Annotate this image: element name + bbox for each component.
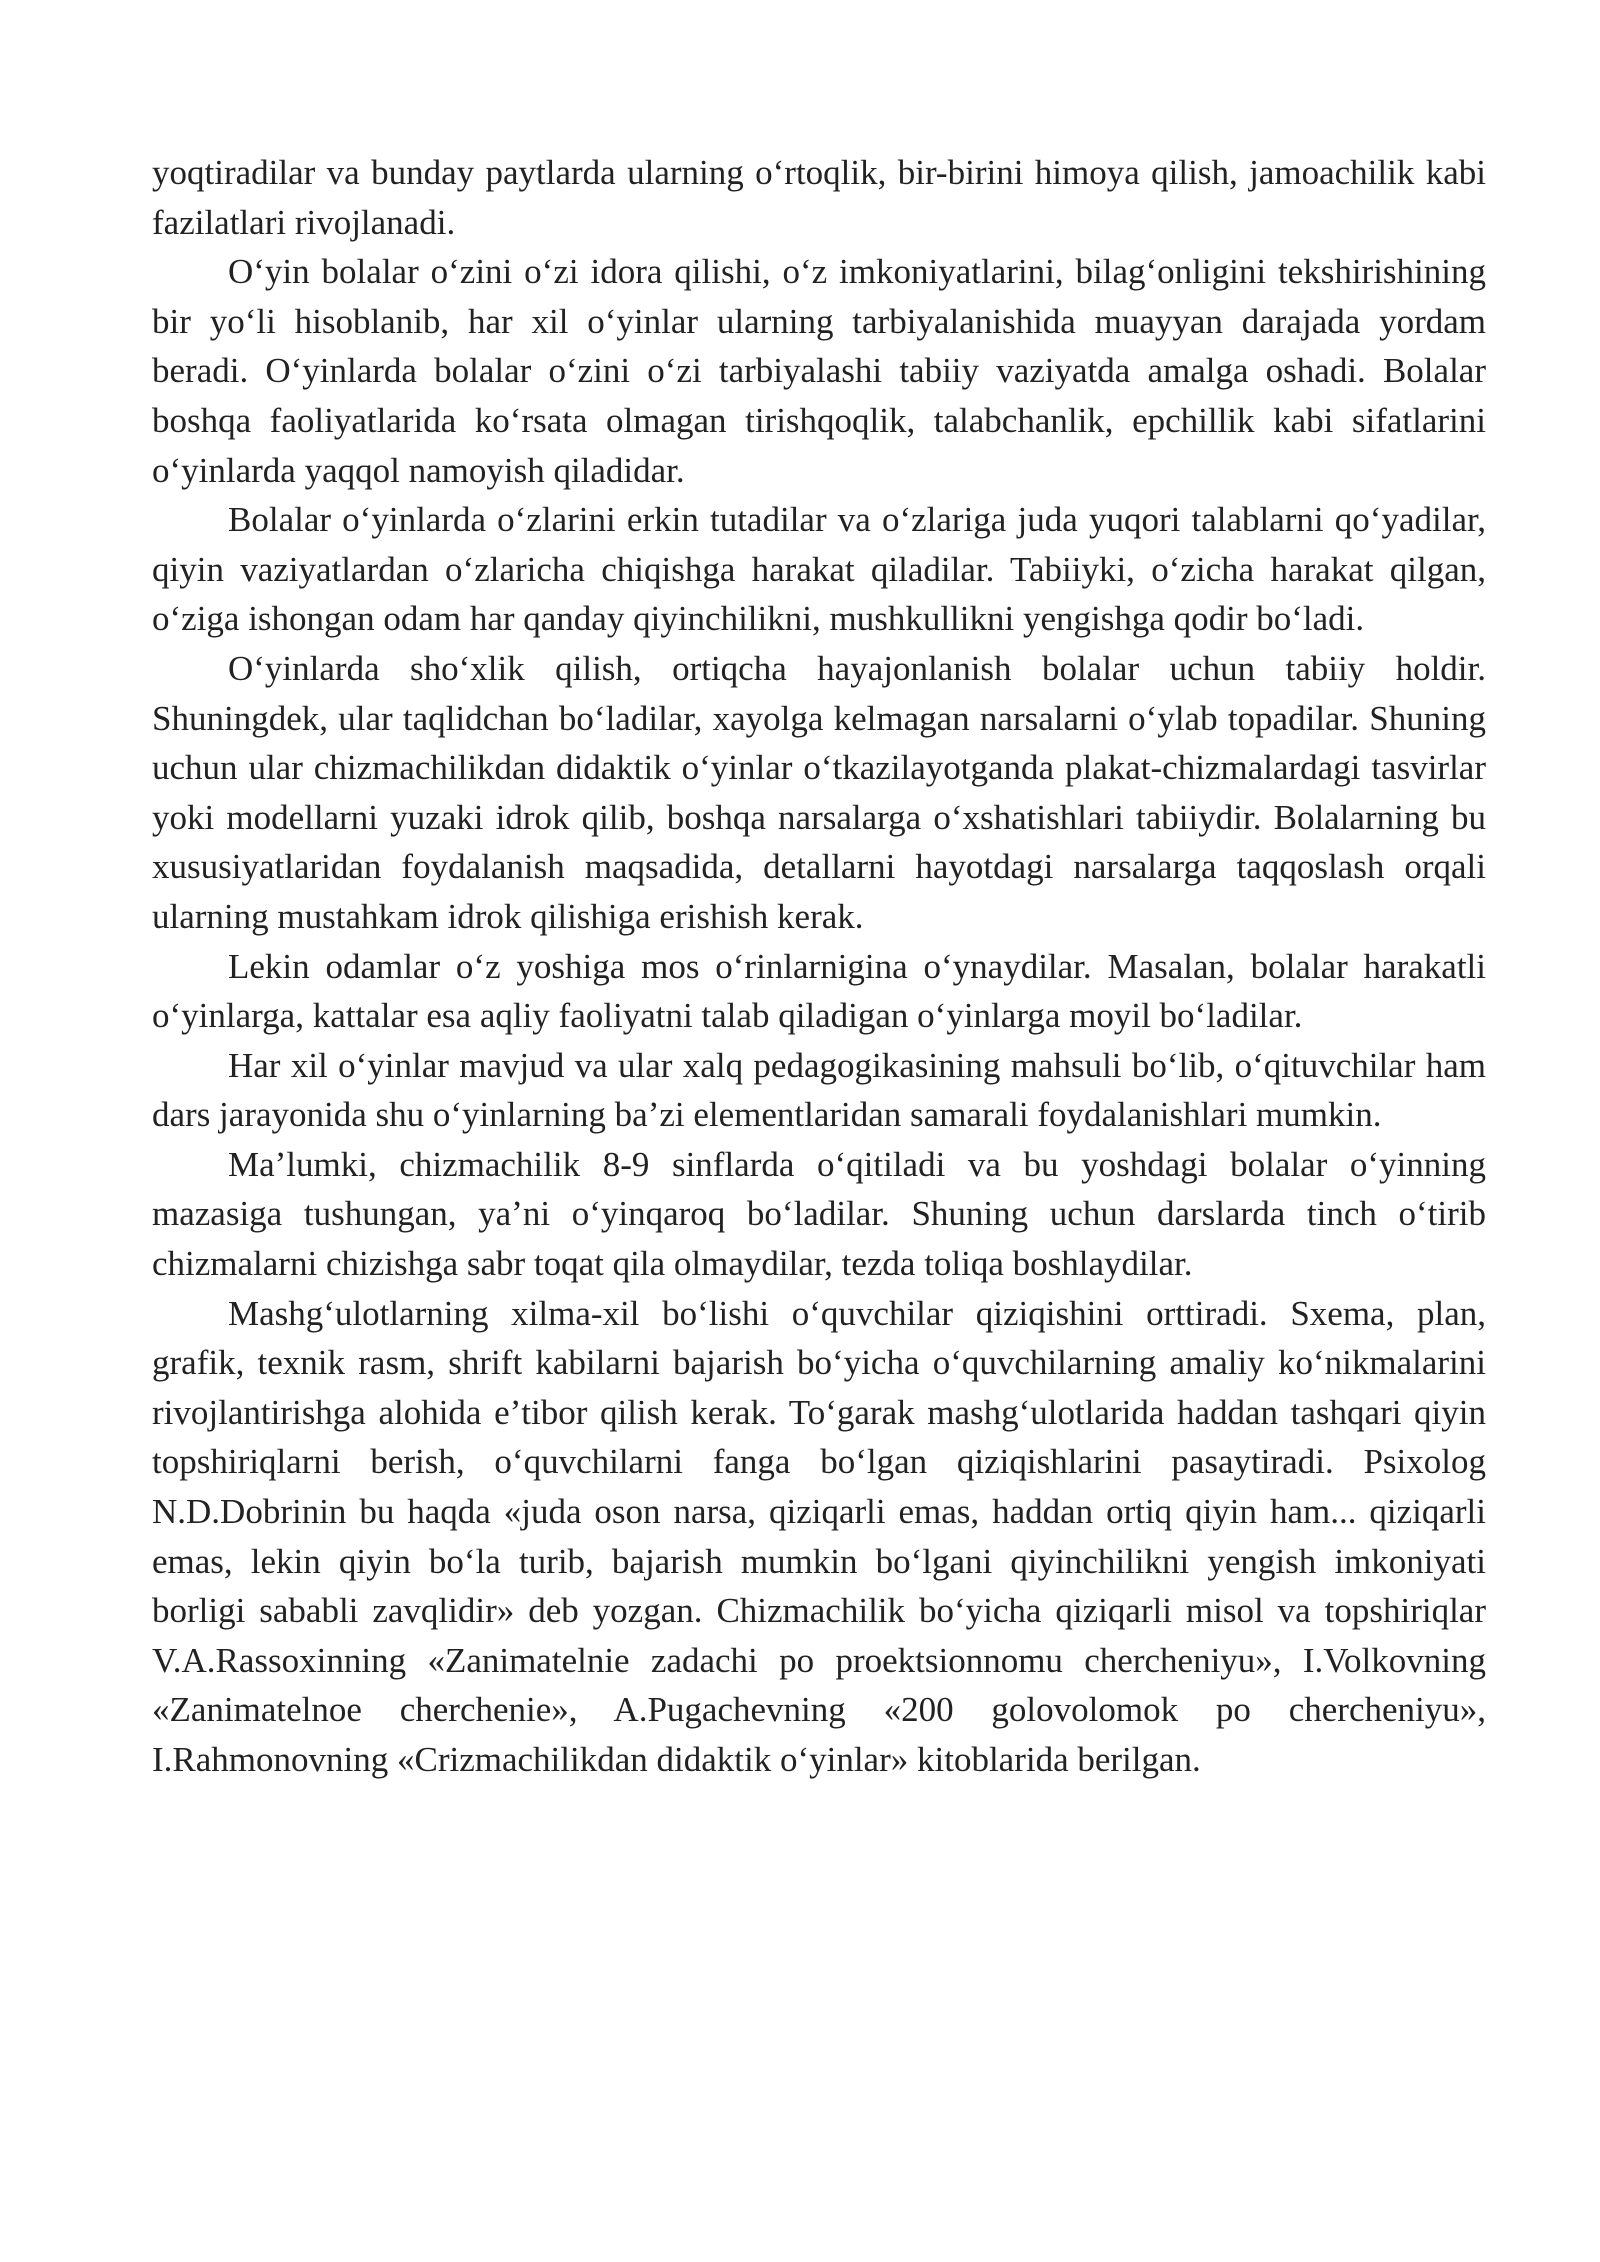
paragraph-folk-pedagogy: Har xil oʻyinlar mavjud va ular xalq pedagogikasining mahsuli boʻlib, oʻqituvchilar ham dars jarayonida shu oʻyinlarning baʼzi elementlaridan samarali foydalanishlari mumkin. [152, 1045, 1486, 1135]
paragraph-playfulness: Oʻyinlarda shoʻxlik qilish, ortiqcha hayajonlanish bolalar uchun tabiiy holdir. Shuningdek, ular taqlidchan boʻladilar, xayolga kelmagan narsalarni oʻylab topadilar. Shuning uchun ular chizmachilikdan didaktik oʻyinlar oʻtkazilayotganda plakat-chizmalardagi tasvirlar yoki modellarni yuzaki idrok qilib, boshqa narsalarga oʻxshatishlari tabiiydir. Bolalarning bu xususiyatlaridan foydalanish maqsadida, detallarni hayotdagi narsalarga taqqoslash orqali ularning mustahkam idrok qilishiga erishish kerak. [152, 648, 1486, 936]
paragraph-varied-lessons: Mashgʻulotlarning xilma-xil boʻlishi oʻquvchilar qiziqishini orttiradi. Sxema, plan, grafik, texnik rasm, shrift kabilarni bajarish boʻyicha oʻquvchilarning amaliy koʻnikmalarini rivojlantirishga alohida eʼtibor qilish kerak. Toʻgarak mashgʻulotlarida haddan tashqari qiyin topshiriqlarni berish, oʻquvchilarni fanga boʻlgan qiziqishlarini pasaytiradi. Psixolog N.D.Dobrinin bu haqda «juda oson narsa, qiziqarli emas, haddan ortiq qiyin ham... qiziqarli emas, lekin qiyin boʻla turib, bajarish mumkin boʻlgani qiyinchilikni yengish imkoniyati borligi sababli zavqlidir» deb yozgan. Chizmachilik boʻyicha qiziqarli misol va topshiriqlar V.A.Rassoxinning «Zanimatelnie zadachi po proektsionnomu chercheniyu», I.Volkovning «Zanimatelnoe cherchenie», A.Pugachevning «200 golovolomok po chercheniyu», I.Rahmonovning «Crizmachilikdan didaktik oʻyinlar» kitoblarida berilgan. [152, 1293, 1486, 1779]
paragraph-drawing-grades: Maʼlumki, chizmachilik 8-9 sinflarda oʻqitiladi va bu yoshdagi bolalar oʻyinning mazasiga tushungan, yaʼni oʻyinqaroq boʻladilar. Shuning uchun darslarda tinch oʻtirib chizmalarni chizishga sabr toqat qila olmaydilar, tezda toliqa boshlaydilar. [152, 1144, 1486, 1284]
paragraph-continued: yoqtiradilar va bunday paytlarda ularning oʻrtoqlik, bir-birini himoya qilish, jamoachilik kabi fazilatlari rivojlanadi. [152, 153, 1486, 242]
paragraph-games-self-control: Oʻyin bolalar oʻzini oʻzi idora qilishi, oʻz imkoniyatlarini, bilagʻonligini tekshirishining bir yoʻli hisoblanib, har xil oʻyinlar ularning tarbiyalanishida muayyan darajada yordam beradi. Oʻyinlarda bolalar oʻzini oʻzi tarbiyalashi tabiiy vaziyatda amalga oshadi. Bolalar boshqa faoliyatlarida koʻrsata olmagan tirishqoqlik, talabchanlik, epchillik kabi sifatlarini oʻyinlarda yaqqol namoyish qiladidar. [152, 252, 1486, 490]
document-page [152, 148, 1486, 1785]
paragraph-children-freedom: Bolalar oʻyinlarda oʻzlarini erkin tutadilar va oʻzlariga juda yuqori talablarni qoʻyadilar, qiyin vaziyatlardan oʻzlaricha chiqishga harakat qiladilar. Tabiiyki, oʻzicha harakat qilgan, oʻziga ishongan odam har qanday qiyinchilikni, mushkullikni yengishga qodir boʻladi. [152, 500, 1486, 639]
paragraph-age-games: Lekin odamlar oʻz yoshiga mos oʻrinlarnigina oʻynaydilar. Masalan, bolalar harakatli oʻyinlarga, kattalar esa aqliy faoliyatni talab qiladigan oʻyinlarga moyil boʻladilar. [152, 946, 1486, 1036]
